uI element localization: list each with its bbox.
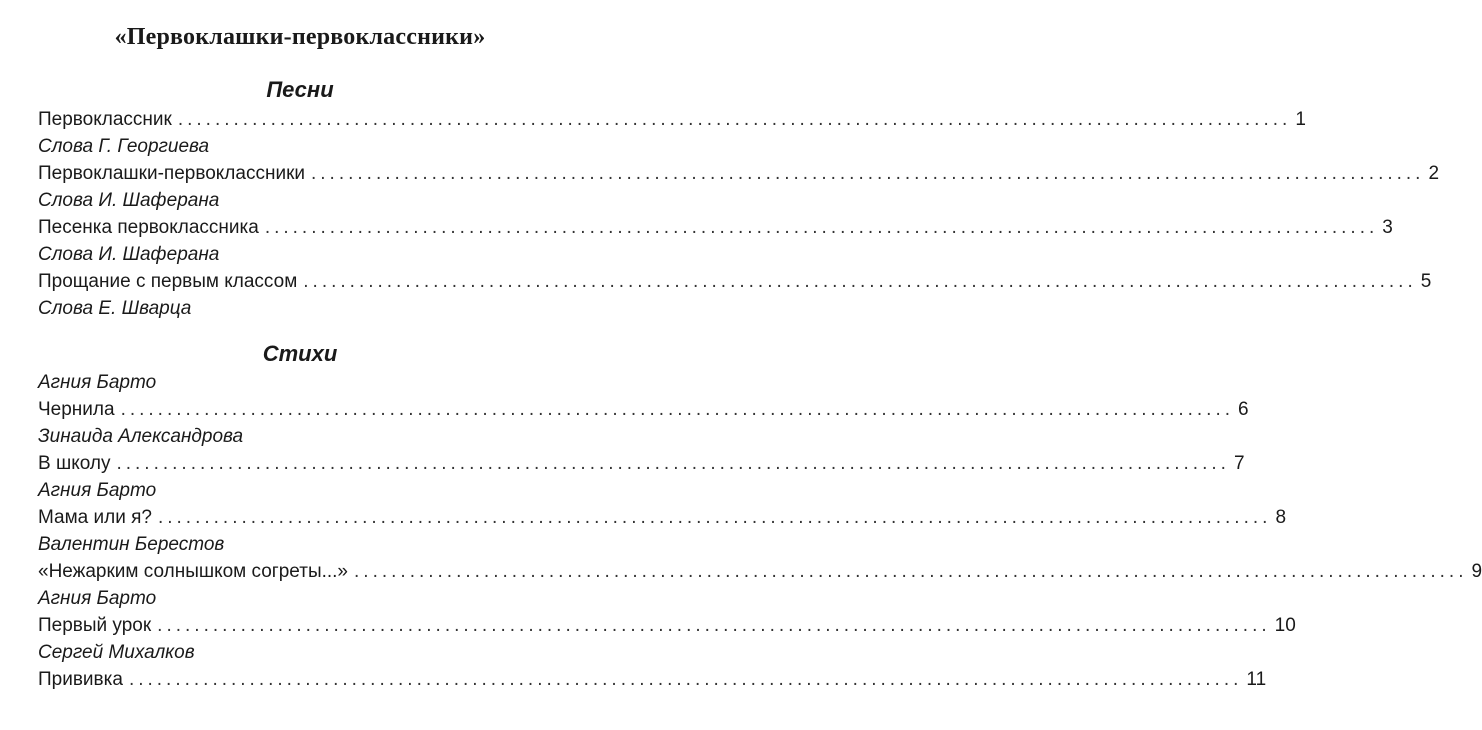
entry-author: Агния Барто <box>38 588 157 609</box>
entry-page-number: 1 <box>1295 109 1306 130</box>
dot-leader: ........................................................................................................................ <box>157 507 1272 528</box>
entry-page-number: 5 <box>1420 271 1432 292</box>
toc-entry <box>38 450 1245 477</box>
entry-page-number: 8 <box>1275 507 1287 528</box>
toc-entry <box>38 558 1482 585</box>
entry-author: Слова И. Шаферана <box>38 190 220 211</box>
entry-page-number: 9 <box>1471 561 1482 582</box>
entry-author: Слова Е. Шварца <box>38 298 192 319</box>
entry-page-number: 6 <box>1238 399 1249 420</box>
entry-title: Первоклашки-первоклассники <box>38 163 305 184</box>
dot-leader: ........................................................................................................................ <box>120 399 1235 420</box>
poems-list <box>38 369 1482 693</box>
entry-author: Слова Г. Георгиева <box>38 136 210 157</box>
section-heading-songs: Песни <box>266 77 334 102</box>
entry-author: Сергей Михалков <box>38 642 195 663</box>
entry-title: Первоклассник <box>38 109 172 130</box>
entry-page-number: 2 <box>1428 163 1440 184</box>
entry-title: Прививка <box>38 669 123 690</box>
dot-leader: ........................................................................................................................ <box>116 453 1230 474</box>
dot-leader: ........................................................................................................................ <box>303 271 1417 292</box>
entry-page-number: 7 <box>1233 453 1245 474</box>
dot-leader: ........................................................................................................................ <box>311 163 1425 184</box>
songs-list <box>38 106 1440 322</box>
dot-leader: ........................................................................................................................ <box>128 669 1243 690</box>
toc-entry <box>38 504 1287 531</box>
toc-entry <box>38 214 1393 241</box>
entry-author: Зинаида Александрова <box>38 426 244 447</box>
entry-title: Прощание с первым классом <box>38 271 298 292</box>
section-heading-poems: Стихи <box>262 341 338 366</box>
dot-leader: ........................................................................................................................ <box>177 109 1292 130</box>
dot-leader: ........................................................................................................................ <box>354 561 1468 582</box>
entry-title: Песенка первоклассника <box>38 217 259 238</box>
dot-leader: ........................................................................................................................ <box>157 615 1271 636</box>
entry-author: Валентин Берестов <box>38 534 225 555</box>
toc-entry <box>38 396 1249 423</box>
toc-entry <box>38 106 1306 133</box>
toc-entry <box>38 160 1440 187</box>
entry-title: «Нежарким солнышком согреты...» <box>38 561 349 582</box>
entry-title: Мама или я? <box>38 507 152 528</box>
toc-entry <box>38 268 1432 295</box>
toc-entry <box>38 666 1267 693</box>
entry-title: Первый урок <box>38 615 152 636</box>
entry-author: Агния Барто <box>38 480 157 501</box>
entry-title: В школу <box>38 453 111 474</box>
page-title: «Первоклашки-первоклассники» <box>114 24 486 50</box>
dot-leader: ........................................................................................................................ <box>264 217 1379 238</box>
entry-page-number: 10 <box>1274 615 1296 636</box>
entry-author: Слова И. Шаферана <box>38 244 220 265</box>
toc-entry <box>38 612 1296 639</box>
entry-page-number: 3 <box>1382 217 1393 238</box>
entry-author: Агния Барто <box>38 372 157 393</box>
entry-page-number: 11 <box>1246 669 1267 690</box>
entry-title: Чернила <box>38 399 115 420</box>
